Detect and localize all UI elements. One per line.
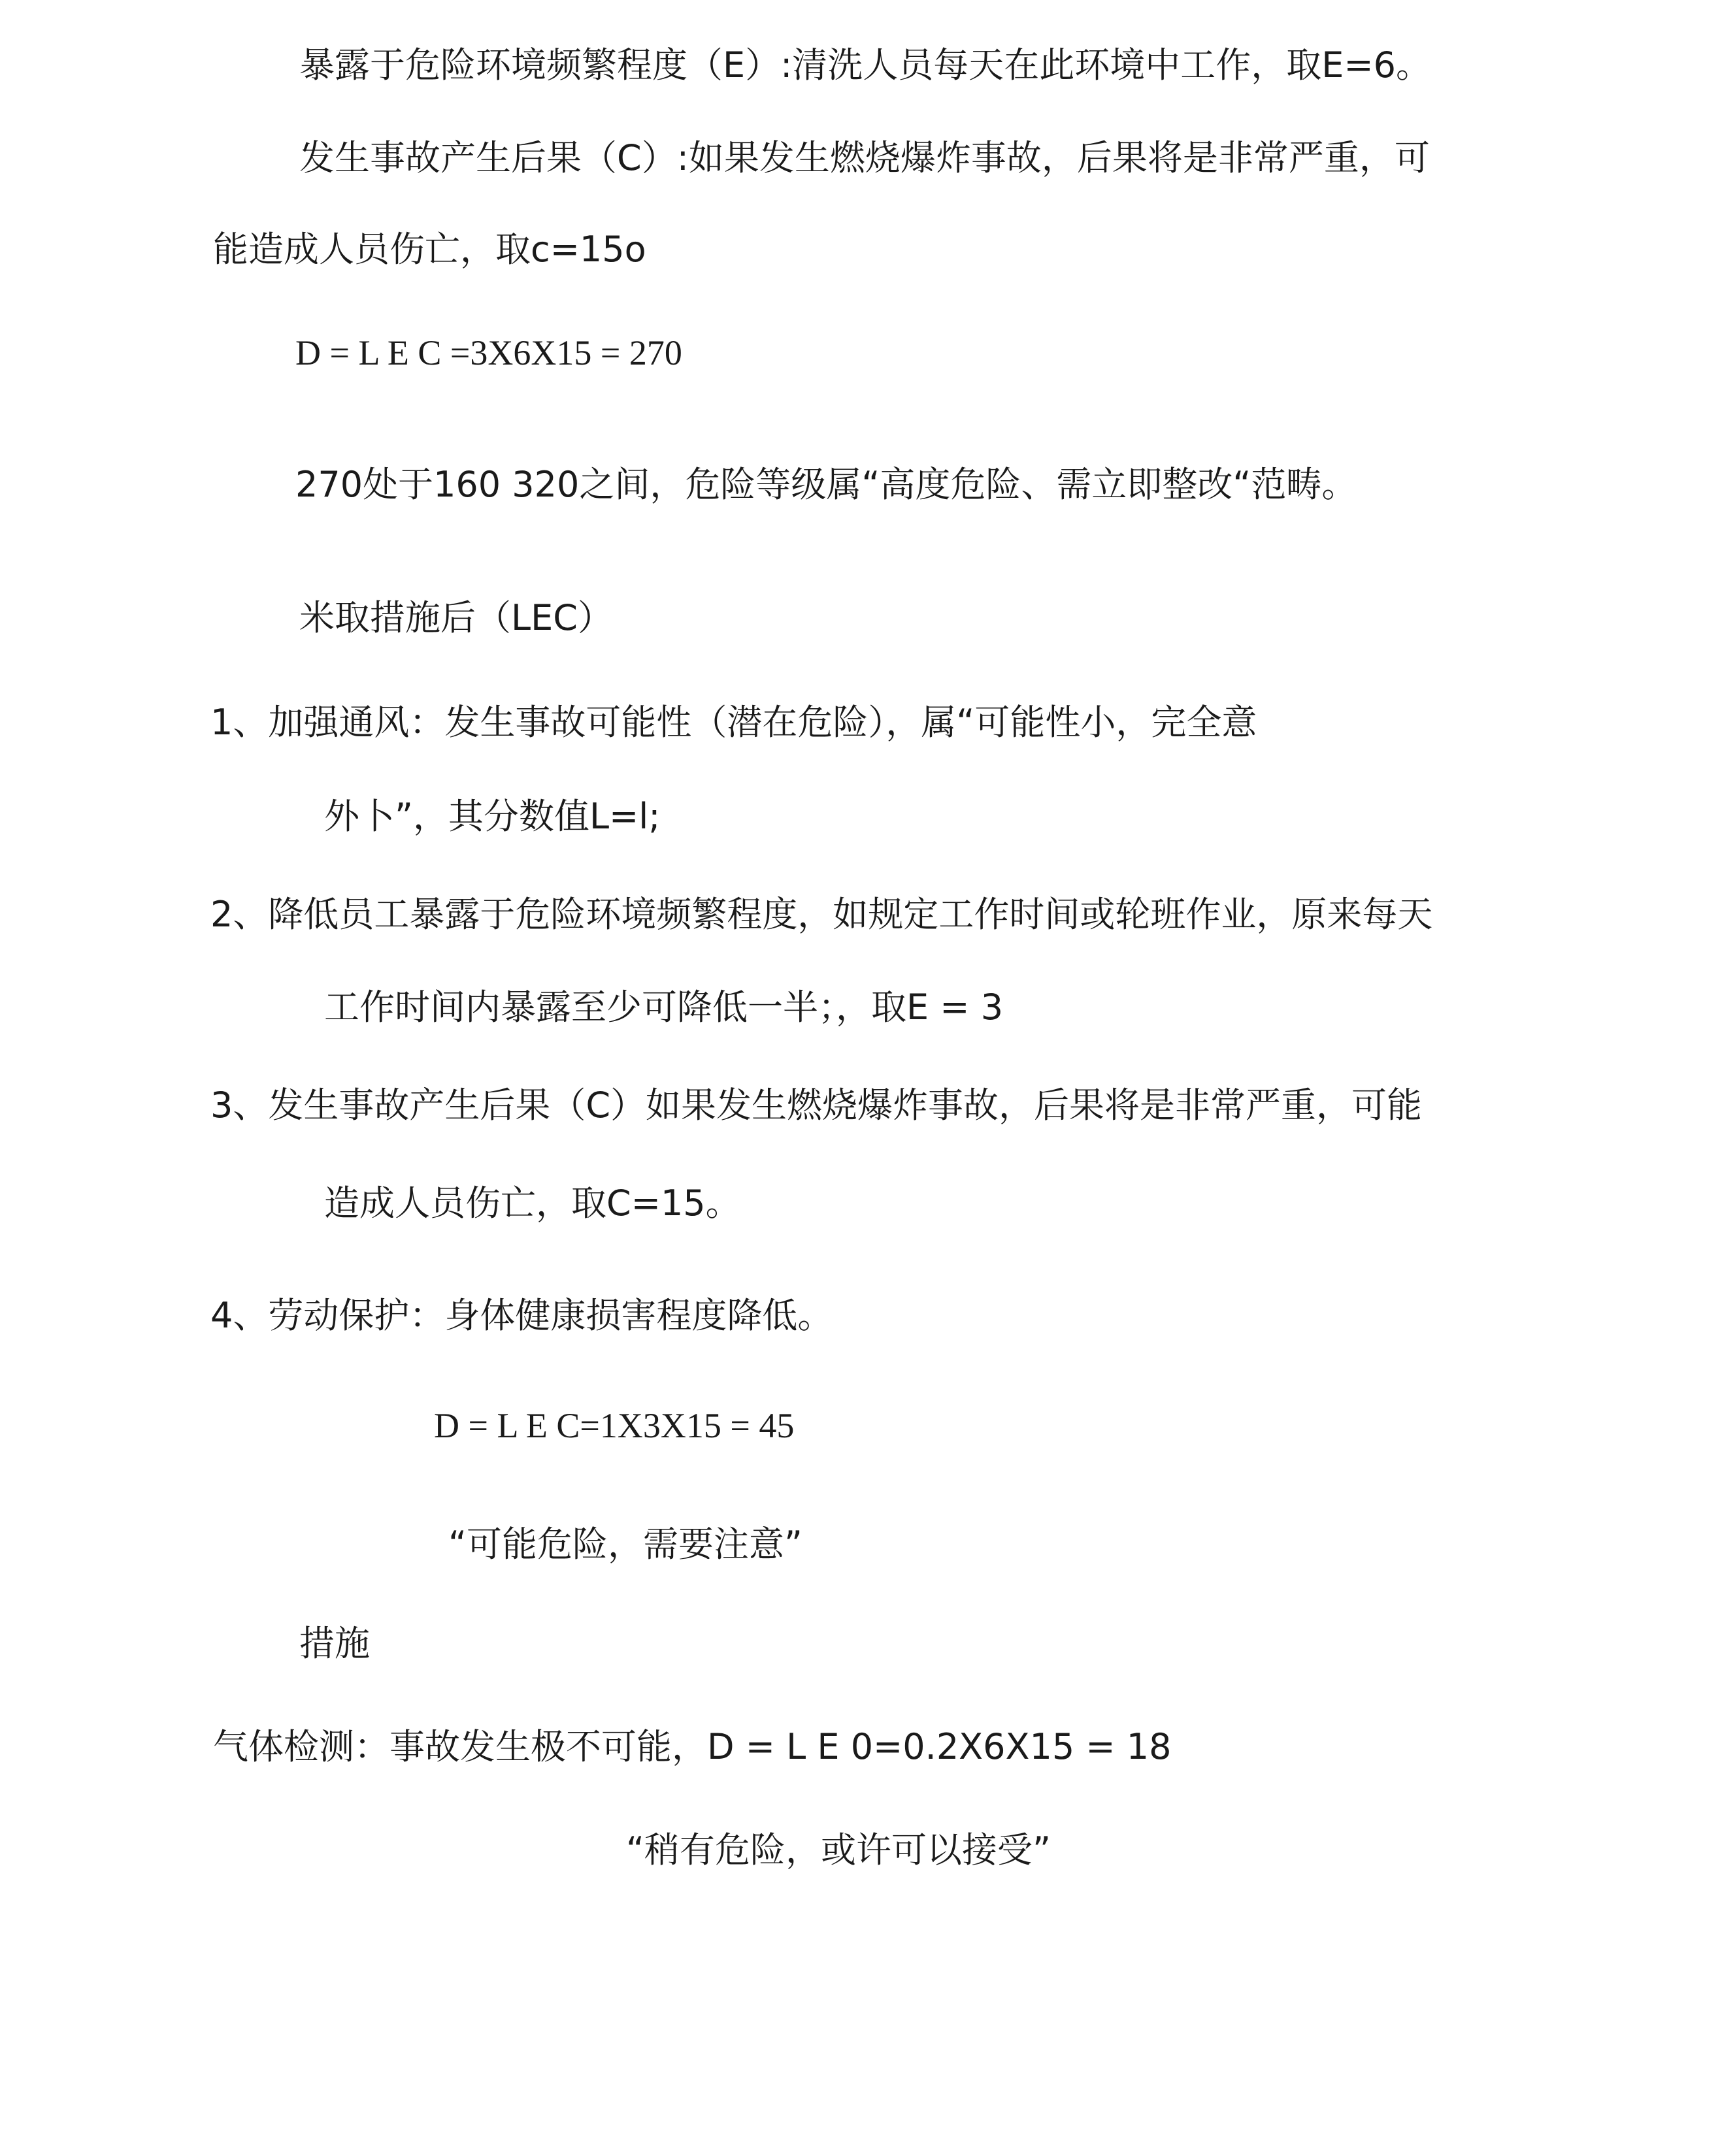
text-line-possible-danger: “可能危险，需要注意” xyxy=(448,1524,802,1565)
text-line-consequence: 发生事故产生后果（C）:如果发生燃烧爆炸事故，后果将是非常严重，可 xyxy=(299,137,1430,178)
text-line-slight-danger: “稍有危险，或许可以接受” xyxy=(626,1829,1051,1870)
text-line-consequence-cont: 能造成人员伤亡，取c=15o xyxy=(213,229,646,270)
list-item-1: 1、加强通风：发生事故可能性（潜在危险），属“可能性小，完全意 xyxy=(210,702,1257,743)
list-item-4: 4、劳动保护：身体健康损害程度降低。 xyxy=(210,1295,833,1336)
list-item-3-cont: 造成人员伤亡，取C=15。 xyxy=(324,1183,741,1224)
heading-measures: 措施 xyxy=(299,1623,370,1664)
list-item-2-cont: 工作时间内暴露至少可降低一半；，取E = 3 xyxy=(324,987,1004,1028)
list-item-1-cont: 外卜”，其分数值L=l; xyxy=(324,796,661,837)
text-line-gas-detection: 气体检测：事故发生极不可能，D = L E 0=0.2X6X15 = 18 xyxy=(213,1726,1172,1767)
list-item-2: 2、降低员工暴露于危险环境频繁程度，如规定工作时间或轮班作业，原来每天 xyxy=(210,894,1433,935)
text-line-risk-level: 270处于160 320之间，危险等级属“高度危险、需立即整改“范畴。 xyxy=(295,464,1357,505)
formula-line-after: D = L E C=1X3X15 = 45 xyxy=(434,1406,795,1445)
text-line-exposure-frequency: 暴露于危险环境频繁程度（E）:清洗人员每天在此环境中工作，取E=6。 xyxy=(299,44,1432,86)
list-item-3: 3、发生事故产生后果（C）如果发生燃烧爆炸事故，后果将是非常严重，可能 xyxy=(210,1085,1423,1126)
heading-after-measures: 米取措施后（LEC） xyxy=(299,597,613,638)
formula-line-initial: D = L E C =3X6X15 = 270 xyxy=(295,333,682,372)
